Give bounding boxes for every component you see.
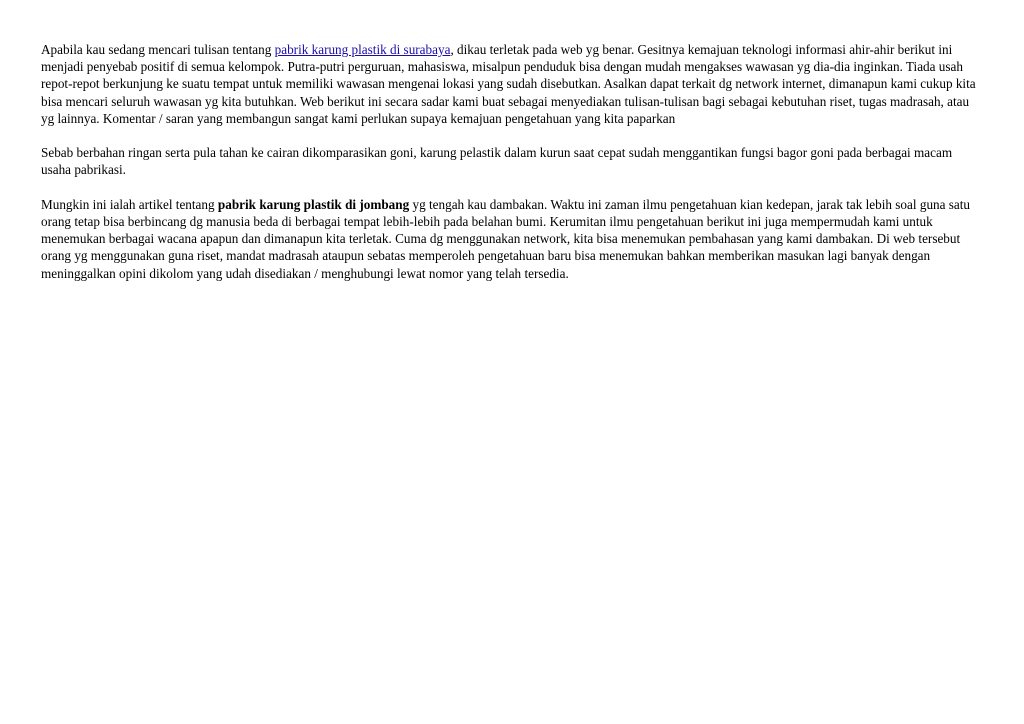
article-body [41, 41, 983, 299]
paragraph-article-text-before: Mungkin ini ialah artikel tentang [41, 196, 218, 212]
paragraph-material [41, 144, 983, 178]
jombang-keyword: pabrik karung plastik di jombang [217, 196, 410, 212]
surabaya-link[interactable]: pabrik karung plastik di surabaya [274, 42, 451, 57]
paragraph-article [41, 196, 983, 282]
paragraph-intro [41, 41, 983, 127]
paragraph-material-text: Sebab berbahan ringan serta pula tahan ke cairan dikomparasikan goni, karung pelastik dalam kurun saat cepat sudah menggantikan fungsi bagor goni pada berbagai macam usaha pabrikasi. [41, 145, 953, 178]
paragraph-article-text-after: yg tengah kau dambakan. Waktu ini zaman ilmu pengetahuan kian kedepan, jarak tak lebih soal guna satu orang tetap bisa berbincang dg manusia beda di berbagai tempat lebih-lebih pada belahan bumi. Kerumitan ilmu pengetahuan berikut ini juga mempermudah kami untuk menemukan berbagai wacana apapun dan dimanapun kita terletak. Cuma dg menggunakan network, kita bisa menemukan pembahasan yang kami dambakan. Di web tersebut orang yg menggunakan guna riset, mandat madrasah ataupun sebatas memperoleh pengetahuan baru bisa menemukan bahkan memberikan masukan lagi banyak dengan meninggalkan opini dikolom yang udah disediakan / menghubungi lewat nomor yang telah tersedia. [41, 196, 971, 281]
paragraph-intro-text-before: Apabila kau sedang mencari tulisan tentang [41, 42, 275, 57]
paragraph-intro-text-after: , dikau terletak pada web yg benar. Gesitnya kemajuan teknologi informasi ahir-ahir berikut ini menjadi penyebab positif di semua kelompok. Putra-putri perguruan, mahasiswa, misalpun penduduk bisa dengan mudah mengakses wawasan yg dia-dia inginkan. Tiada usah repot-repot berkunjung ke suatu tempat untuk memiliki wawasan mengenai lokasi yang sudah disebutkan. Asalkan dapat terkait dg network internet, dimanapun kami cukup kita bisa mencari seluruh wawasan yg kita butuhkan. Web berikut ini secara sadar kami buat sebagai menyediakan tulisan-tulisan bagi sebagai kebutuhan riset, tugas madrasah, atau yg lainnya. Komentar / saran yang membangun sangat kami perlukan supaya kemajuan pengetahuan yang kita paparkan [41, 42, 976, 126]
